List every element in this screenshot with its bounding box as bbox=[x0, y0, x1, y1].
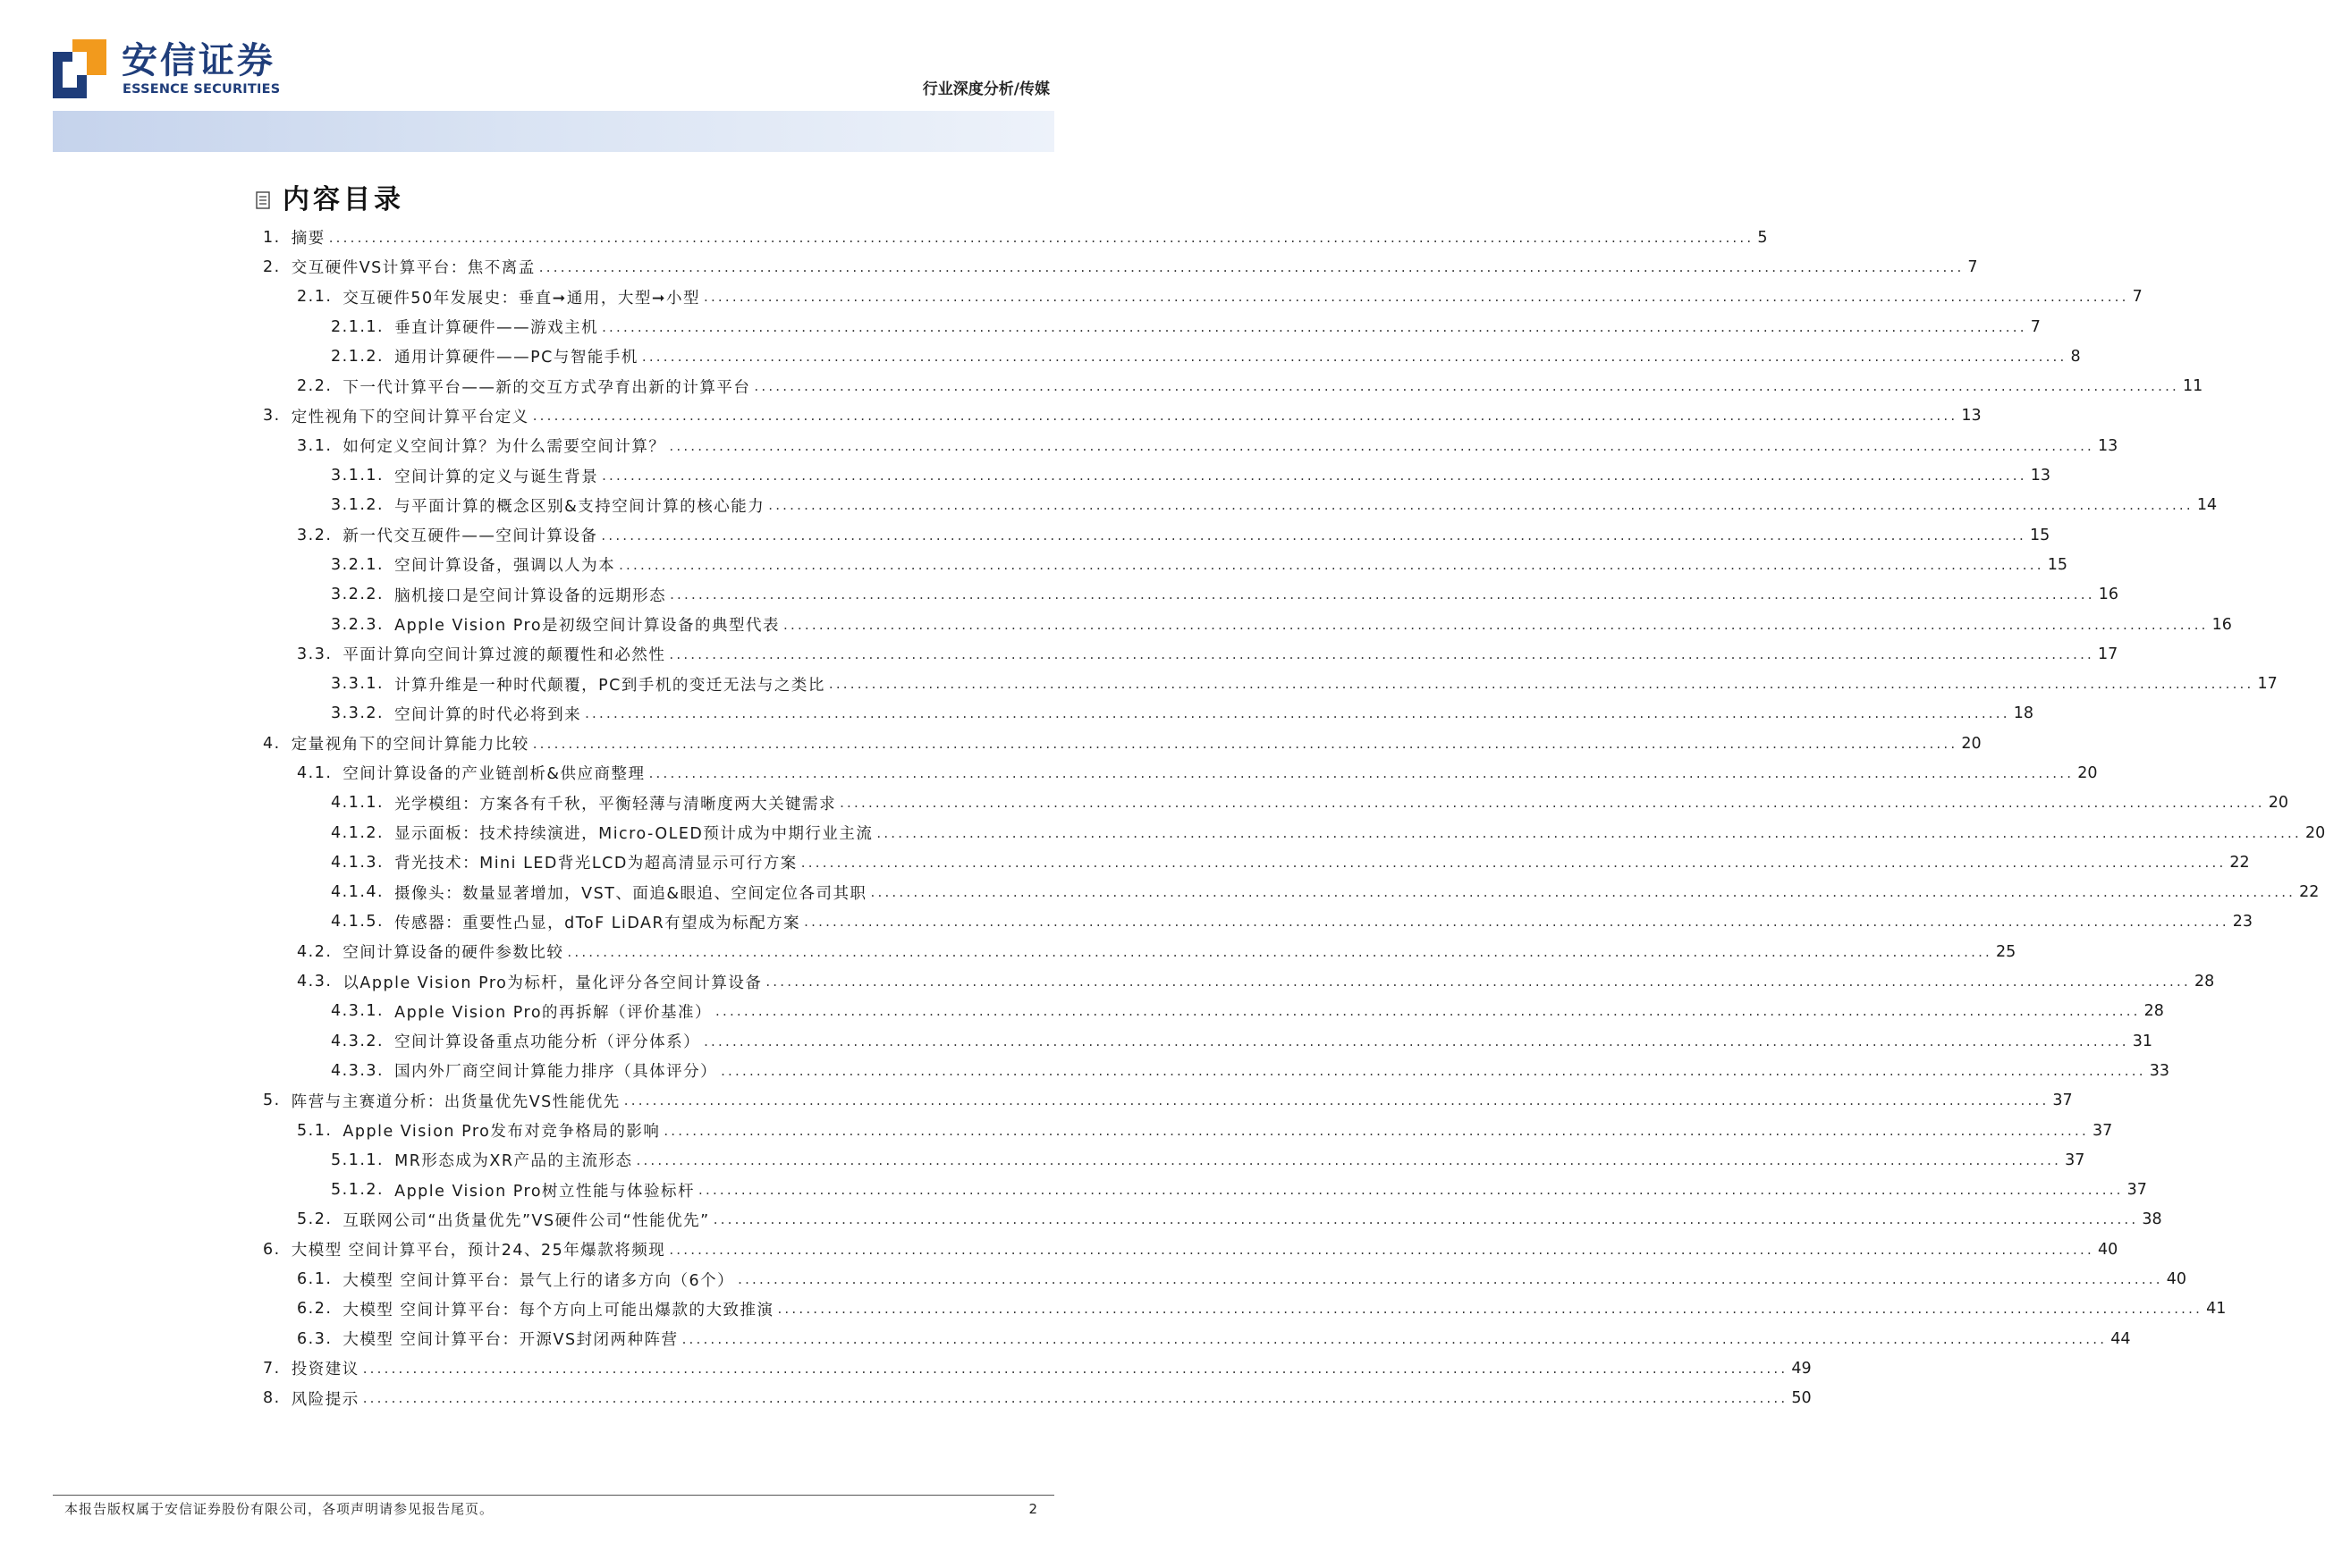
toc-dot-leader: ........................................................................................................................................................................................................ bbox=[765, 974, 2191, 991]
toc-entry-number: 3.3.1. bbox=[331, 675, 385, 694]
toc-dot-leader: ........................................................................................................................................................................................................ bbox=[619, 556, 2044, 573]
toc-entry-title: 空间计算的时代必将到来 bbox=[394, 705, 582, 724]
toc-dot-leader: ........................................................................................................................................................................................................ bbox=[715, 1003, 2141, 1020]
toc-entry-page: 16 bbox=[2098, 586, 2118, 604]
toc-entry-title: 空间计算设备重点功能分析（评分体系） bbox=[394, 1033, 701, 1052]
toc-entry-number: 4.1.2. bbox=[331, 823, 385, 842]
toc-entry-number: 3.1.2. bbox=[331, 496, 385, 515]
toc-entry[interactable] bbox=[263, 431, 2118, 460]
toc-entry-title: 摘要 bbox=[291, 230, 326, 249]
toc-entry-page: 16 bbox=[2211, 615, 2232, 634]
toc-entry-page: 23 bbox=[2232, 913, 2253, 932]
toc-entry-title: 显示面板：技术持续演进，Micro-OLED预计成为中期行业主流 bbox=[394, 825, 874, 844]
toc-entry-page: 38 bbox=[2142, 1210, 2162, 1229]
toc-entry-number: 3.1.1. bbox=[331, 467, 385, 485]
toc-entry-title: Apple Vision Pro的再拆解（评价基准） bbox=[394, 1003, 713, 1022]
toc-entry-page: 13 bbox=[2098, 436, 2118, 455]
toc-entry-title: 互联网公司“出货量优先”VS硬件公司“性能优先” bbox=[342, 1211, 710, 1230]
toc-entry-title: 摄像头：数量显著增加，VST、面追&眼追、空间定位各司其职 bbox=[394, 884, 867, 903]
toc-entry-number: 2.1.2. bbox=[331, 347, 385, 366]
toc-entry[interactable] bbox=[263, 729, 1982, 758]
toc-entry-page: 7 bbox=[1967, 257, 1978, 276]
toc-entry[interactable] bbox=[263, 1086, 2073, 1116]
toc-entry-page: 31 bbox=[2132, 1032, 2152, 1050]
toc-entry-title: 大模型 空间计算平台，预计24、25年爆款将频现 bbox=[291, 1242, 666, 1260]
toc-entry[interactable] bbox=[263, 758, 2098, 788]
toc-entry-page: 20 bbox=[2268, 794, 2288, 813]
toc-entry-page: 37 bbox=[2065, 1151, 2085, 1169]
toc-entry-page: 15 bbox=[2030, 526, 2050, 544]
toc-entry[interactable] bbox=[263, 997, 2164, 1026]
toc-entry-title: 通用计算硬件——PC与智能手机 bbox=[394, 349, 638, 367]
toc-entry-title: 以Apple Vision Pro为标杆，量化评分各空间计算设备 bbox=[342, 974, 763, 992]
toc-entry[interactable] bbox=[263, 341, 2081, 371]
toc-dot-leader: ........................................................................................................................................................................................................ bbox=[669, 437, 2095, 454]
toc-entry-title: MR形态成为XR产品的主流形态 bbox=[394, 1152, 633, 1171]
toc-entry-page: 7 bbox=[2132, 288, 2143, 307]
toc-entry-page: 20 bbox=[2077, 763, 2098, 782]
toc-entry-number: 4.3.2. bbox=[331, 1032, 385, 1050]
toc-entry-page: 15 bbox=[2047, 555, 2067, 574]
toc-entry-title: 交互硬件VS计算平台：焦不离孟 bbox=[291, 259, 536, 278]
toc-entry-page: 41 bbox=[2206, 1300, 2227, 1319]
toc-entry-page: 17 bbox=[2257, 675, 2278, 694]
toc-entry-number: 5.1. bbox=[297, 1121, 333, 1140]
toc-dot-leader: ........................................................................................................................................................................................................ bbox=[713, 1211, 2139, 1228]
toc-entry-number: 2.1.1. bbox=[331, 317, 385, 336]
toc-entry-number: 2.2. bbox=[297, 377, 333, 396]
toc-entry-page: 40 bbox=[2166, 1270, 2187, 1289]
toc-entry-title: 阵营与主赛道分析：出货量优先VS性能优先 bbox=[291, 1092, 621, 1111]
toc-entry-number: 4.3.3. bbox=[331, 1061, 385, 1080]
toc-entry-title: 投资建议 bbox=[291, 1361, 359, 1379]
toc-dot-leader: ........................................................................................................................................................................................................ bbox=[328, 229, 1754, 246]
toc-dot-leader: ........................................................................................................................................................................................................ bbox=[738, 1271, 2163, 1288]
toc-entry-number: 4.1. bbox=[297, 763, 333, 782]
toc-entry-page: 5 bbox=[1757, 228, 1768, 247]
toc-entry-page: 22 bbox=[2229, 853, 2250, 872]
toc-entry[interactable] bbox=[263, 610, 2232, 639]
toc-entry[interactable] bbox=[263, 1235, 2118, 1264]
toc-dot-leader: ........................................................................................................................................................................................................ bbox=[362, 1360, 1788, 1377]
toc-entry-title: 新一代交互硬件——空间计算设备 bbox=[342, 527, 598, 546]
toc-dot-leader: ........................................................................................................................................................................................................ bbox=[681, 1330, 2108, 1347]
toc-entry-number: 2.1. bbox=[297, 288, 333, 307]
toc-entry-page: 37 bbox=[2052, 1092, 2073, 1110]
toc-entry-number: 4.1.5. bbox=[331, 913, 385, 932]
toc-dot-leader: ........................................................................................................................................................................................................ bbox=[567, 943, 1993, 960]
toc-dot-leader: ........................................................................................................................................................................................................ bbox=[768, 497, 2194, 514]
toc-entry[interactable] bbox=[263, 878, 2320, 907]
toc-dot-leader: ........................................................................................................................................................................................................ bbox=[704, 289, 2129, 306]
toc-entry-page: 14 bbox=[2196, 496, 2218, 515]
toc-entry-number: 4.3. bbox=[297, 973, 333, 991]
toc-entry[interactable] bbox=[263, 818, 2325, 847]
toc-entry-title: 风险提示 bbox=[291, 1390, 359, 1409]
toc-entry[interactable] bbox=[263, 907, 2253, 937]
toc-entry-number: 4.3.1. bbox=[331, 1002, 385, 1021]
toc-entry-title: 脑机接口是空间计算设备的远期形态 bbox=[394, 586, 667, 605]
toc-entry-title: 空间计算设备的硬件参数比较 bbox=[342, 944, 564, 963]
toc-dot-leader: ........................................................................................................................................................................................................ bbox=[800, 854, 2227, 871]
header-band bbox=[53, 111, 1054, 152]
toc-entry[interactable] bbox=[263, 1324, 2131, 1353]
toc-entry-number: 4. bbox=[263, 734, 281, 753]
toc-entry[interactable] bbox=[263, 401, 1982, 431]
toc-entry[interactable] bbox=[263, 1294, 2227, 1324]
toc-dot-leader: ........................................................................................................................................................................................................ bbox=[669, 1241, 2094, 1258]
toc-dot-leader: ........................................................................................................................................................................................................ bbox=[602, 318, 2027, 335]
toc-dot-leader: ........................................................................................................................................................................................................ bbox=[876, 824, 2302, 841]
toc-entry-title: 空间计算的定义与诞生背景 bbox=[394, 468, 599, 486]
toc-entry-title: Apple Vision Pro发布对竞争格局的影响 bbox=[342, 1123, 661, 1142]
toc-entry[interactable] bbox=[263, 460, 2050, 490]
toc-entry-title: Apple Vision Pro树立性能与体验标杆 bbox=[394, 1182, 696, 1201]
toc-entry-page: 33 bbox=[2149, 1061, 2169, 1080]
toc-dot-leader: ........................................................................................................................................................................................................ bbox=[623, 1092, 2050, 1109]
toc-dot-leader: ........................................................................................................................................................................................................ bbox=[362, 1390, 1788, 1407]
toc-entry-number: 3.2.2. bbox=[331, 586, 385, 604]
toc-entry-title: Apple Vision Pro是初级空间计算设备的典型代表 bbox=[394, 617, 781, 635]
toc-dot-leader: ........................................................................................................................................................................................................ bbox=[538, 258, 1965, 275]
toc-entry-title: 国内外厂商空间计算能力排序（具体评分） bbox=[394, 1063, 718, 1082]
toc-entry-number: 6.3. bbox=[297, 1329, 333, 1348]
toc-entry-page: 40 bbox=[2097, 1240, 2118, 1259]
toc-entry-number: 6.2. bbox=[297, 1300, 333, 1319]
toc-dot-leader: ........................................................................................................................................................................................................ bbox=[641, 348, 2067, 365]
footer-divider bbox=[53, 1495, 1054, 1496]
toc-entry-page: 20 bbox=[2305, 823, 2325, 842]
toc-entry-number: 3.1. bbox=[297, 436, 333, 455]
toc-dot-leader: ........................................................................................................................................................................................................ bbox=[828, 676, 2254, 693]
toc-entry-page: 20 bbox=[1961, 734, 1982, 753]
toc-entry-title: 空间计算设备，强调以人为本 bbox=[394, 557, 616, 576]
toc-entry-number: 3.3.2. bbox=[331, 704, 385, 723]
toc-entry-number: 5.2. bbox=[297, 1210, 333, 1229]
toc-entry-title: 计算升维是一种时代颠覆，PC到手机的变迁无法与之类比 bbox=[394, 676, 825, 695]
toc-dot-leader: ........................................................................................................................................................................................................ bbox=[870, 884, 2296, 901]
toc-entry[interactable] bbox=[263, 1384, 1812, 1413]
toc-dot-leader: ........................................................................................................................................................................................................ bbox=[602, 468, 2027, 485]
toc-entry-page: 25 bbox=[1996, 942, 2016, 961]
toc-entry-title: 传感器：重要性凸显，dToF LiDAR有望成为标配方案 bbox=[394, 914, 801, 932]
toc-entry[interactable] bbox=[263, 520, 2050, 550]
toc-entry-number: 3.2. bbox=[297, 526, 333, 544]
toc-entry-number: 5.1.2. bbox=[331, 1181, 385, 1200]
toc-entry[interactable] bbox=[263, 788, 2288, 818]
toc-entry-page: 44 bbox=[2110, 1329, 2131, 1348]
toc-entry-title: 定性视角下的空间计算平台定义 bbox=[291, 408, 529, 426]
toc-entry-number: 7. bbox=[263, 1359, 281, 1378]
brand-name-cn: 安信证券 bbox=[122, 40, 275, 81]
toc-entry-page: 37 bbox=[2092, 1121, 2113, 1140]
toc-title: 内容目录 bbox=[283, 184, 404, 215]
toc-entry-title: 平面计算向空间计算过渡的颠覆性和必然性 bbox=[342, 646, 666, 665]
toc-entry-title: 空间计算设备的产业链剖析&供应商整理 bbox=[342, 765, 646, 784]
toc-entry-page: 8 bbox=[2070, 347, 2081, 366]
toc-entry[interactable] bbox=[263, 1116, 2113, 1145]
toc-entry[interactable] bbox=[263, 491, 2218, 520]
toc-entry-page: 17 bbox=[2098, 645, 2118, 663]
toc-entry-number: 3. bbox=[263, 407, 281, 426]
toc-dot-leader: ........................................................................................................................................................................................................ bbox=[669, 645, 2095, 662]
toc-dot-leader: ........................................................................................................................................................................................................ bbox=[601, 527, 2027, 544]
toc-entry[interactable] bbox=[263, 223, 1768, 252]
report-type-label: 行业深度分析/传媒 bbox=[922, 80, 1050, 98]
toc-entry-page: 18 bbox=[2013, 704, 2033, 723]
toc-entry-page: 11 bbox=[2183, 377, 2203, 396]
toc-entry-title: 光学模组：方案各有千秋，平衡轻薄与清晰度两大关键需求 bbox=[394, 795, 837, 814]
toc-entry[interactable] bbox=[263, 580, 2118, 610]
toc-entry-number: 4.2. bbox=[297, 942, 333, 961]
document-icon bbox=[256, 191, 270, 209]
toc-entry[interactable] bbox=[263, 966, 2215, 996]
toc-entry[interactable] bbox=[263, 1205, 2162, 1235]
footer-disclaimer: 本报告版权属于安信证券股份有限公司，各项声明请参见报告尾页。 bbox=[64, 1501, 495, 1517]
toc-entry-title: 如何定义空间计算？为什么需要空间计算？ bbox=[342, 438, 666, 457]
toc-entry-page: 28 bbox=[2194, 973, 2215, 991]
toc-entry[interactable] bbox=[263, 847, 2250, 877]
toc-entry-page: 13 bbox=[1961, 407, 1982, 426]
toc-entry[interactable] bbox=[263, 699, 2033, 729]
toc-entry[interactable] bbox=[263, 1353, 1812, 1383]
toc-entry-number: 5.1.1. bbox=[331, 1151, 385, 1169]
toc-entry-page: 37 bbox=[2126, 1181, 2147, 1200]
toc-heading bbox=[256, 182, 404, 218]
toc-dot-leader: ........................................................................................................................................................................................................ bbox=[698, 1182, 2124, 1199]
toc-entry-title: 大模型 空间计算平台：景气上行的诸多方向（6个） bbox=[342, 1271, 735, 1290]
table-of-contents bbox=[263, 223, 2325, 1413]
toc-entry[interactable] bbox=[263, 371, 2203, 400]
toc-entry[interactable] bbox=[263, 1176, 2147, 1205]
toc-entry-title: 背光技术：Mini LED背光LCD为超高清显示可行方案 bbox=[394, 855, 798, 873]
toc-entry-title: 大模型 空间计算平台：每个方向上可能出爆款的大致推演 bbox=[342, 1301, 774, 1319]
toc-dot-leader: ........................................................................................................................................................................................................ bbox=[754, 378, 2180, 395]
toc-dot-leader: ........................................................................................................................................................................................................ bbox=[777, 1301, 2203, 1318]
toc-entry[interactable] bbox=[263, 550, 2067, 579]
toc-dot-leader: ........................................................................................................................................................................................................ bbox=[636, 1151, 2062, 1168]
toc-entry[interactable] bbox=[263, 937, 2016, 966]
toc-entry-number: 3.2.1. bbox=[331, 555, 385, 574]
brand-name-en: ESSENCE SECURITIES bbox=[123, 82, 281, 97]
toc-entry-number: 4.1.1. bbox=[331, 794, 385, 813]
toc-entry[interactable] bbox=[263, 669, 2278, 698]
toc-entry[interactable] bbox=[263, 1056, 2169, 1085]
company-logo bbox=[53, 39, 106, 98]
toc-entry-title: 交互硬件50年发展史：垂直➞通用，大型➞小型 bbox=[342, 289, 700, 308]
page-number: 2 bbox=[1028, 1501, 1037, 1517]
toc-entry-number: 2. bbox=[263, 257, 281, 276]
toc-entry-number: 8. bbox=[263, 1389, 281, 1408]
toc-dot-leader: ........................................................................................................................................................................................................ bbox=[804, 914, 2229, 931]
toc-entry[interactable] bbox=[263, 282, 2143, 312]
toc-entry-page: 49 bbox=[1791, 1359, 1812, 1378]
toc-entry[interactable] bbox=[263, 252, 1978, 282]
toc-entry[interactable] bbox=[263, 312, 2041, 341]
toc-dot-leader: ........................................................................................................................................................................................................ bbox=[532, 408, 1958, 425]
toc-entry-title: 与平面计算的概念区别&支持空间计算的核心能力 bbox=[394, 497, 765, 516]
toc-entry-title: 大模型 空间计算平台：开源VS封闭两种阵营 bbox=[342, 1331, 679, 1350]
toc-entry[interactable] bbox=[263, 1264, 2187, 1294]
toc-entry-title: 下一代计算平台——新的交互方式孕育出新的计算平台 bbox=[342, 378, 751, 397]
toc-entry-number: 1. bbox=[263, 228, 281, 247]
toc-dot-leader: ........................................................................................................................................................................................................ bbox=[670, 586, 2095, 603]
toc-entry[interactable] bbox=[263, 1026, 2152, 1056]
toc-dot-leader: ........................................................................................................................................................................................................ bbox=[721, 1062, 2146, 1079]
toc-entry-number: 3.3. bbox=[297, 645, 333, 663]
toc-entry-title: 定量视角下的空间计算能力比较 bbox=[291, 736, 529, 754]
toc-dot-leader: ........................................................................................................................................................................................................ bbox=[840, 795, 2265, 812]
toc-entry-page: 50 bbox=[1791, 1389, 1812, 1408]
toc-dot-leader: ........................................................................................................................................................................................................ bbox=[532, 735, 1958, 752]
toc-entry[interactable] bbox=[263, 639, 2118, 669]
toc-dot-leader: ........................................................................................................................................................................................................ bbox=[783, 616, 2209, 633]
toc-entry-page: 22 bbox=[2299, 883, 2320, 902]
toc-entry-page: 13 bbox=[2030, 467, 2050, 485]
toc-entry-number: 4.1.3. bbox=[331, 853, 385, 872]
toc-dot-leader: ........................................................................................................................................................................................................ bbox=[704, 1033, 2129, 1050]
toc-dot-leader: ........................................................................................................................................................................................................ bbox=[648, 764, 2075, 781]
toc-entry-title: 垂直计算硬件——游戏主机 bbox=[394, 319, 599, 338]
toc-entry-number: 5. bbox=[263, 1092, 281, 1110]
toc-entry-number: 3.2.3. bbox=[331, 615, 385, 634]
toc-entry[interactable] bbox=[263, 1145, 2085, 1175]
toc-entry-page: 7 bbox=[2030, 317, 2041, 336]
toc-dot-leader: ........................................................................................................................................................................................................ bbox=[664, 1122, 2089, 1139]
toc-dot-leader: ........................................................................................................................................................................................................ bbox=[585, 705, 2010, 722]
toc-entry-page: 28 bbox=[2143, 1002, 2164, 1021]
toc-entry-number: 6. bbox=[263, 1240, 281, 1259]
toc-entry-number: 6.1. bbox=[297, 1270, 333, 1289]
toc-entry-number: 4.1.4. bbox=[331, 883, 385, 902]
